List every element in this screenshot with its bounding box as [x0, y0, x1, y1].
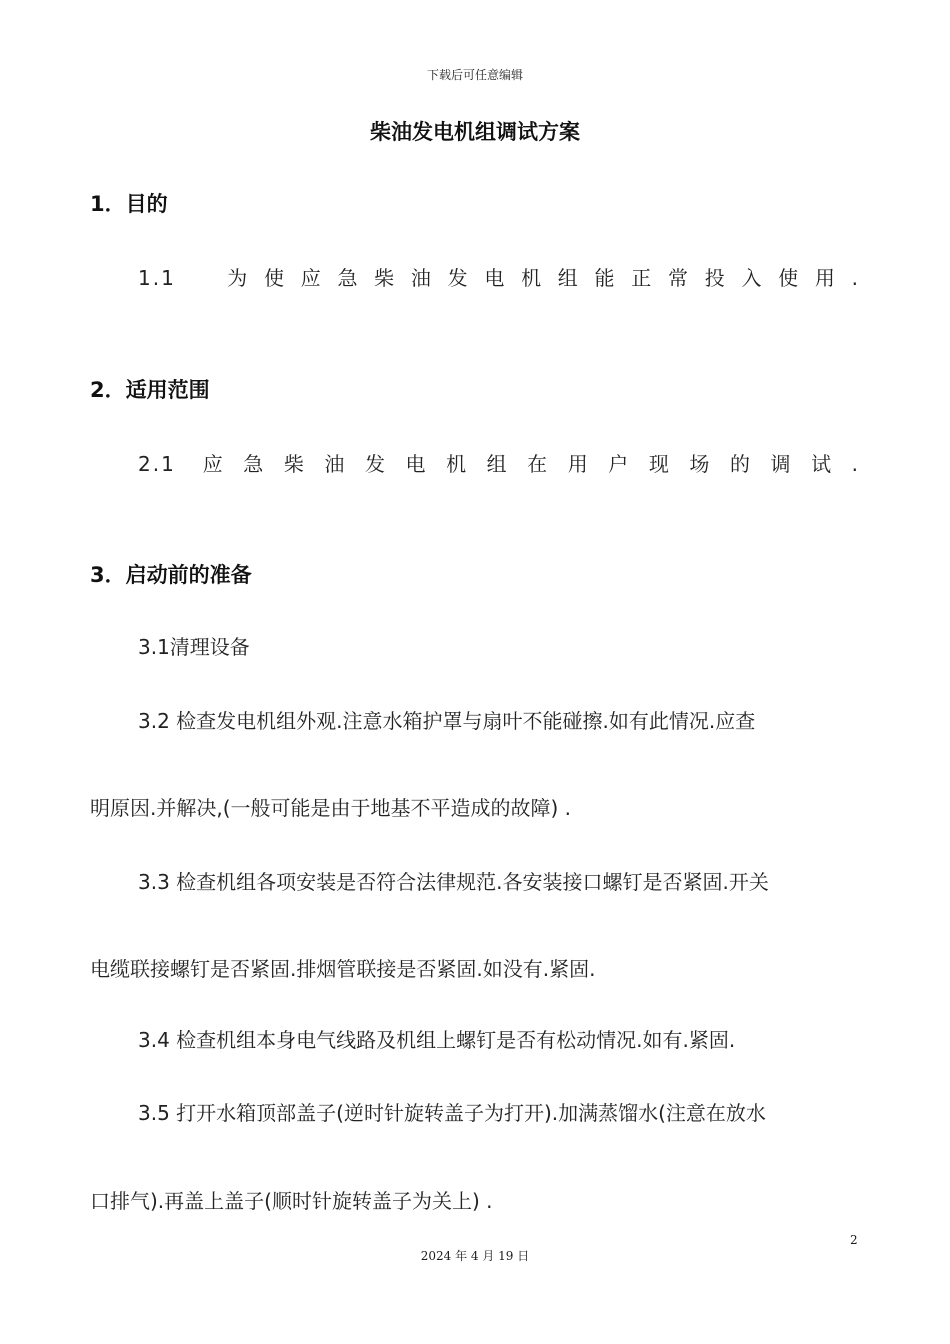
paragraph-3-5-line-1: 3.5 打开水箱顶部盖子(逆时针旋转盖子为打开).加满蒸馏水(注意在放水: [138, 1101, 766, 1125]
section-heading-2: 2．适用范围: [90, 378, 210, 402]
paragraph-3-3-line-2: 电缆联接螺钉是否紧固.排烟管联接是否紧固.如没有.紧固.: [90, 957, 596, 981]
section-heading-1: 1．目的: [90, 192, 168, 216]
paragraph-3-1: 3.1清理设备: [138, 635, 250, 659]
paragraph-3-5-line-2: 口排气).再盖上盖子(顺时针旋转盖子为关上) .: [90, 1189, 493, 1213]
document-title: 柴油发电机组调试方案: [370, 120, 580, 144]
paragraph-1-1: 1.1 为使应急柴油发电机组能正常投入使用.: [138, 266, 860, 290]
section-heading-3: 3．启动前的准备: [90, 563, 252, 587]
paragraph-3-2-line-1: 3.2 检查发电机组外观.注意水箱护罩与扇叶不能碰擦.如有此情况.应查: [138, 709, 756, 733]
page-header: 下载后可任意编辑: [426, 68, 523, 82]
page-number: 2: [850, 1233, 858, 1247]
page-footer-date: 2024 年 4 月 19 日: [420, 1249, 530, 1263]
paragraph-3-3-line-1: 3.3 检查机组各项安装是否符合法律规范.各安装接口螺钉是否紧固.开关: [138, 870, 769, 894]
paragraph-3-2-line-2: 明原因.并解决,(一般可能是由于地基不平造成的故障) .: [90, 796, 572, 820]
paragraph-2-1: 2.1 应急柴油发电机组在用户现场的调试.: [138, 452, 860, 476]
paragraph-3-4: 3.4 检查机组本身电气线路及机组上螺钉是否有松动情况.如有.紧固.: [138, 1028, 736, 1052]
